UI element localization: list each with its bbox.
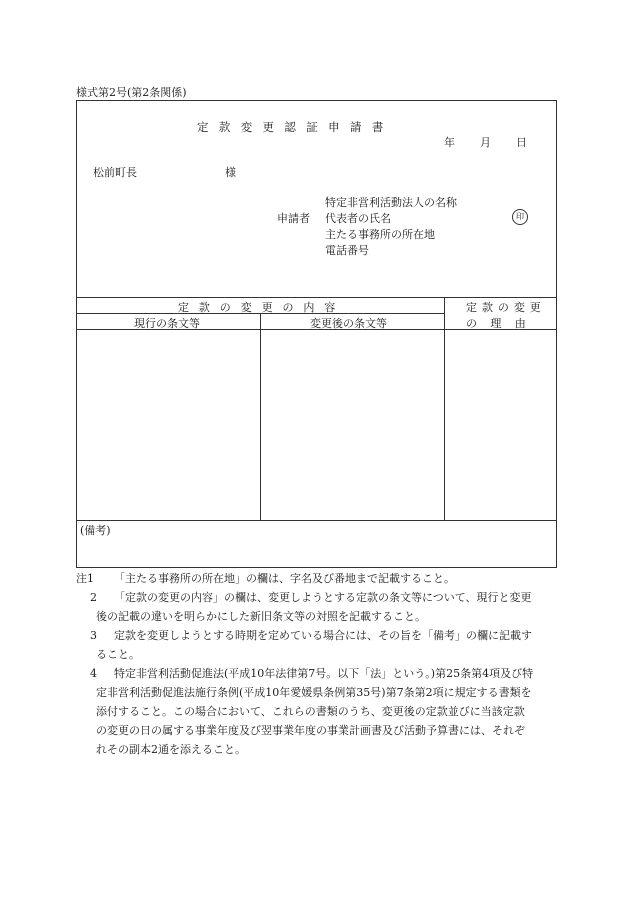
reason-header-line1: 定款の変更: [466, 301, 546, 314]
note-3-line-1: 定款を変更しようとする時期を定めている場合には、その旨を「備考」の欄に記載す: [114, 629, 532, 642]
note-2-number: 2: [90, 591, 97, 604]
table-body-bottom-line: [76, 520, 557, 521]
reason-header-line2: の 理 由: [466, 317, 531, 330]
current-articles-header: 現行の条文等: [134, 317, 200, 330]
frame-left: [76, 100, 77, 567]
note-4-number: 4: [90, 667, 97, 680]
frame-right: [556, 100, 557, 567]
date-month-label: 月: [480, 136, 491, 149]
form-title: 定款変更認証申請書: [197, 120, 394, 134]
applicant-representative-field: 代表者の氏名: [325, 212, 391, 225]
applicant-label: 申請者: [277, 212, 310, 225]
date-day-label: 日: [516, 136, 527, 149]
remarks-label: (備考): [80, 524, 111, 537]
addressee-honorific: 様: [225, 166, 236, 179]
applicant-corporation-name-field: 特定非営利活動法人の名称: [325, 196, 457, 209]
note-3-line-2: ること。: [96, 648, 140, 661]
frame-top: [76, 100, 557, 101]
note-4-line-3: 添付すること。この場合において、これらの書類のうち、変更後の定款並びに当該定款: [96, 705, 525, 718]
note-3-number: 3: [90, 629, 97, 642]
content-header: 定款の変更の内容: [178, 301, 346, 314]
note-2-line-2: 後の記載の違いを明らかにした新旧条文等の対照を記載すること。: [96, 610, 426, 623]
note-4-line-1: 特定非営利活動促進法(平成10年法律第7号。以下「法」という。)第25条第4項及び特: [114, 667, 534, 680]
table-top-line: [76, 297, 557, 298]
table-reason-divider: [444, 297, 445, 520]
note-2-line-1: 「定款の変更の内容」の欄は、変更しようとする定款の条文等について、現行と変更: [114, 591, 532, 604]
date-year-label: 年: [444, 136, 455, 149]
addressee-name: 松前町長: [93, 166, 137, 179]
applicant-phone-field: 電話番号: [325, 244, 369, 257]
frame-bottom: [76, 567, 557, 568]
note-1-number: 注1: [76, 572, 94, 585]
note-4-line-2: 定非営利活動促進法施行条例(平成10年愛媛県条例第35号)第7条第2項に規定する書類を: [96, 686, 532, 699]
form-number: 様式第2号(第2条関係): [76, 86, 187, 99]
changed-articles-header: 変更後の条文等: [310, 317, 387, 330]
note-4-line-4: の変更の日の属する事業年度及び翌事業年度の事業計画書及び活動予算書には、それぞ: [96, 724, 525, 737]
seal-icon: 印: [512, 209, 528, 225]
applicant-office-address-field: 主たる事務所の所在地: [325, 228, 435, 241]
table-column-divider: [260, 313, 261, 520]
note-1-line-1: 「主たる事務所の所在地」の欄は、字名及び番地まで記載すること。: [114, 572, 455, 585]
note-4-line-5: れその副本2通を添えること。: [96, 743, 246, 756]
